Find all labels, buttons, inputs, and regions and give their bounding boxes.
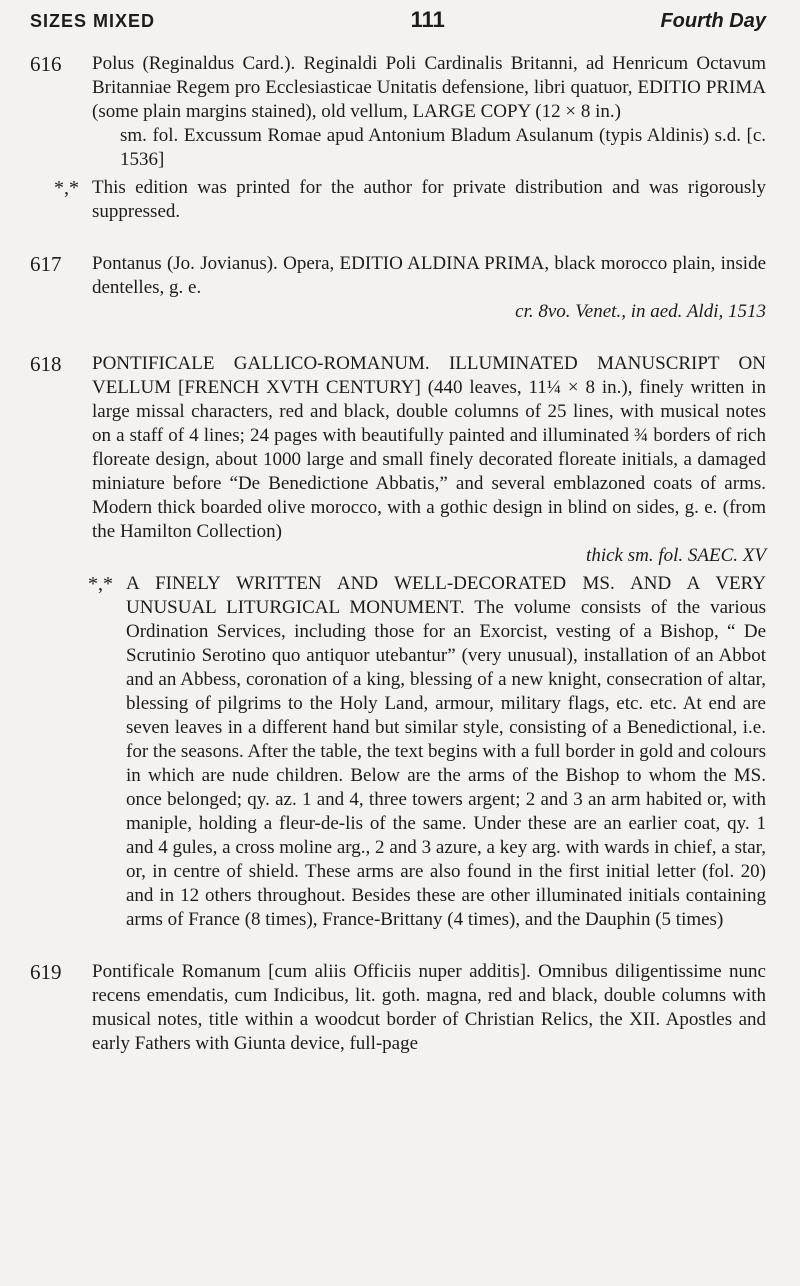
asterism-icon: *,* [54, 177, 79, 199]
lot-note [86, 572, 766, 932]
running-header [30, 8, 766, 38]
lot-description: Pontificale Romanum [cum aliis Officiis nuper additis]. Omnibus diligentissime nunc recens emendatis, cum Indicibus, lit. goth. magna, red and black, double columns with musical notes, title within a woodcut border of Christian Relics, the XII. Apostles and early Fathers with Giunta device, full-page [92, 961, 766, 1054]
lot-description: Pontanus (Jo. Jovianus). Opera, EDITIO ALDINA PRIMA, black morocco plain, inside dentelles, g. e. [92, 253, 766, 298]
lot-imprint: thick sm. fol. SAEC. XV [586, 545, 766, 566]
lot-618 [30, 352, 766, 932]
lot-616 [30, 52, 766, 224]
lot-description: Polus (Reginaldus Card.). Reginaldi Poli Cardinalis Britanni, ad Henricum Octavum Britanniae Regem pro Ecclesiasticae Unitatis defensione, libri quatuor, EDITIO PRIMA (some plain margins stained), old vellum, LARGE COPY (12 × 8 in.) [92, 53, 766, 122]
header-section-title: SIZES MIXED [30, 11, 156, 31]
lot-description: PONTIFICALE GALLICO-ROMANUM. ILLUMINATED MANUSCRIPT ON VELLUM [FRENCH XVTH CENTURY] (440 leaves, 11¼ × 8 in.), finely written in large missal characters, red and black, double columns of 25 lines, with musical notes on a staff of 4 lines; 24 pages with beautifully painted and illuminated ¾ borders of rich floreate design, about 1000 large and small finely decorated floreate initials, a damaged miniature before “De Benedictione Abbatis,” and several emblazoned coats of arms. Modern thick boarded olive morocco, with a gothic design in blind on sides, g. e. (from the Hamilton Collection) [92, 353, 766, 542]
page-number: 111 [410, 7, 445, 32]
lot-note-text: A FINELY WRITTEN AND WELL-DECORATED MS. AND A VERY UNUSUAL LITURGICAL MONUMENT. The volume consists of the various Ordination Services, including those for an Exorcist, vesting of a Bishop, “ De Scrutinio Serotino quo antiquor utebantur” (very unusual), installation of an Abbot and an Abbess, coronation of a king, blessing of a new knight, consecration of altar, blessing of pilgrims to the Holy Land, armour, military flags, etc. etc. At end are seven leaves in a different hand but similar style, consisting of a Benedictional, i.e. for the seasons. After the table, the text begins with a full border in gold and colours in which are nude children. Below are the arms of the Bishop to whom the MS. once belonged; qy. az. 1 and 4, three towers argent; 2 and 3 an arm habited or, with maniple, holding a fleur-de-lis of the same. Under these are an earlier coat, qy. 1 and 4 gules, a cross moline arg., 2 and 3 azure, a key arg. with wards in chief, a star, or, in centre of shield. These arms are also found in the first initial letter (fol. 20) and in 12 others throughout. Besides these are other illuminated initials containing arms of France (8 times), France-Brittany (4 times), and the Dauphin (5 times) [126, 573, 766, 930]
lot-imprint: sm. fol. Excussum Romae apud Antonium Bladum Asulanum (typis Aldinis) s.d. [c. 1536] [120, 125, 766, 170]
lot-617 [30, 252, 766, 324]
lot-note [52, 176, 766, 224]
lot-note-text: This edition was printed for the author for private distribution and was rigorously suppressed. [92, 177, 766, 222]
lot-number: 617 [30, 252, 62, 276]
lot-imprint: cr. 8vo. Venet., in aed. Aldi, 1513 [515, 301, 766, 322]
lot-number: 618 [30, 352, 62, 376]
lot-number: 616 [30, 52, 62, 76]
lot-number: 619 [30, 960, 62, 984]
lot-619 [30, 960, 766, 1056]
header-day: Fourth Day [660, 10, 766, 32]
asterism-icon: *,* [88, 573, 113, 595]
